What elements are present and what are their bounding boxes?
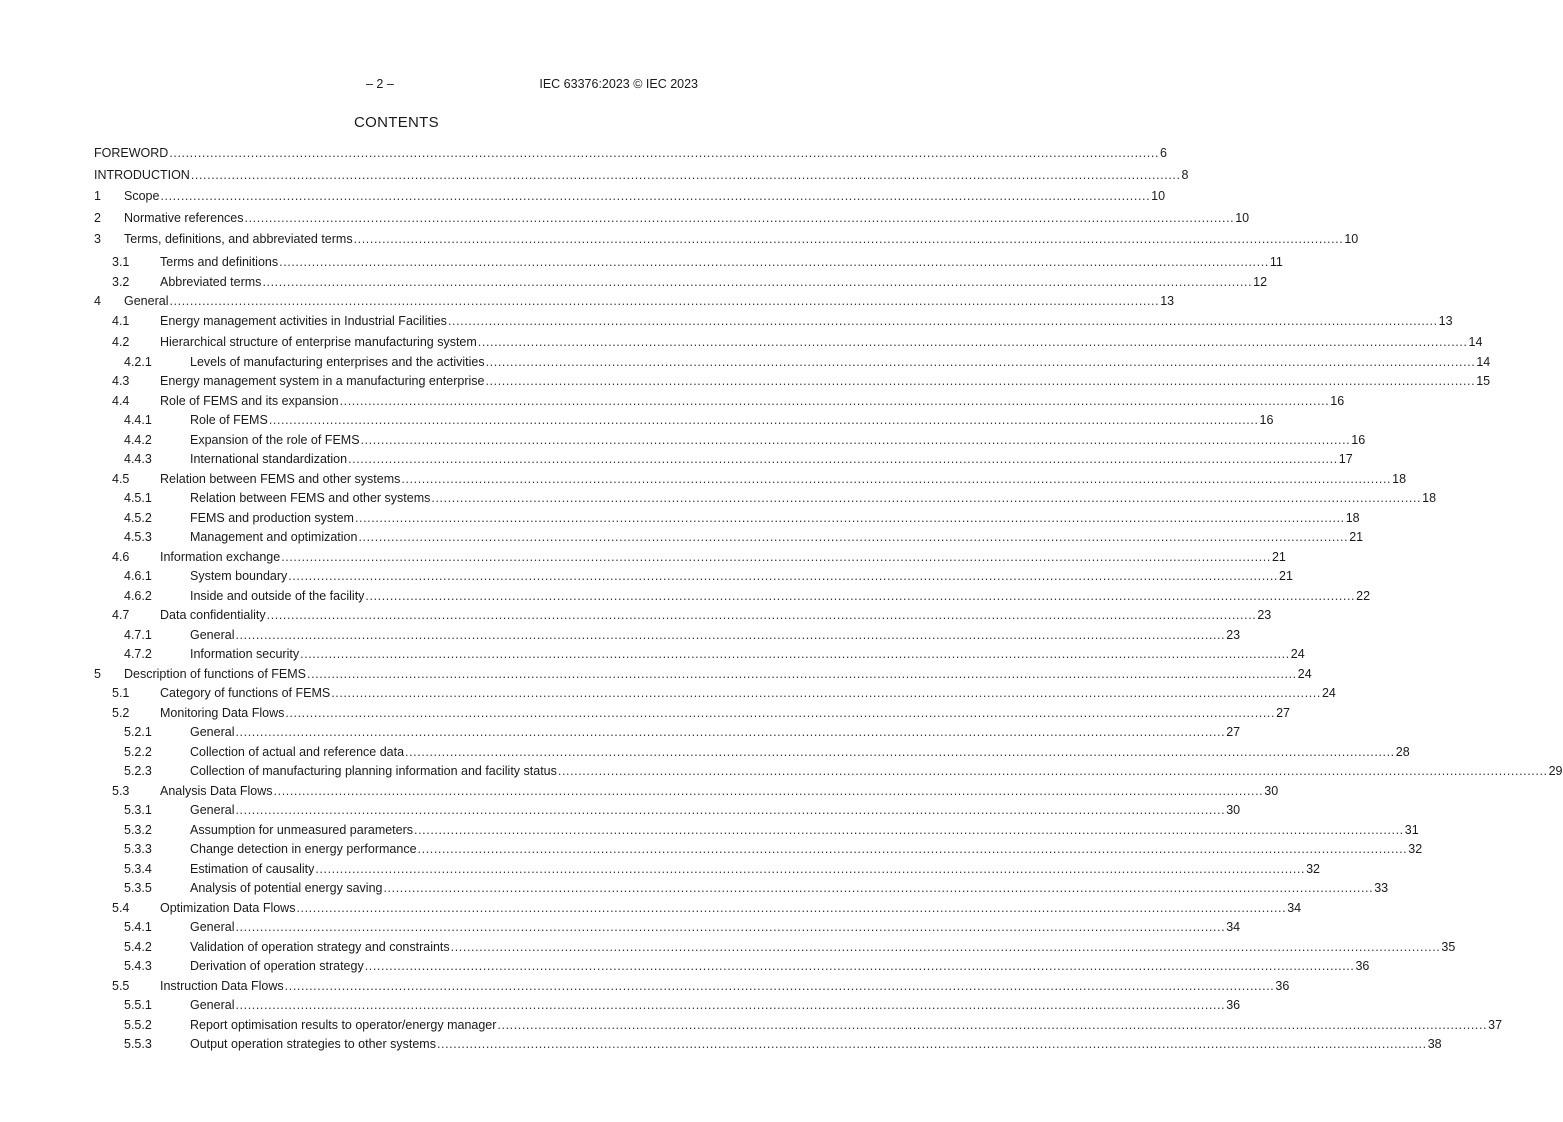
toc-entry-page: 16 [1259,413,1274,427]
dot-leader [486,354,1476,371]
toc-entry-page: 38 [1427,1037,1442,1051]
dot-leader [235,997,1225,1014]
toc-entry-page: 16 [1351,432,1366,447]
toc-entry[interactable] [94,334,1483,351]
toc-entry-page: 18 [1422,491,1437,505]
page-number: – 2 – [366,77,394,91]
dot-leader [478,334,1468,351]
toc-entry[interactable] [94,627,1241,644]
toc-entry[interactable] [94,588,1371,605]
toc-entry[interactable] [94,783,1279,800]
toc-entry[interactable] [94,997,1241,1014]
toc-entry-number: 5.3.1 [124,803,152,817]
toc-entry[interactable] [94,274,1268,291]
toc-entry-title: Scope [124,189,160,203]
dot-leader [274,783,1264,800]
toc-entry-page: 23 [1226,627,1241,642]
dot-leader [235,919,1225,936]
toc-entry[interactable] [94,744,1410,761]
toc-entry[interactable] [94,451,1353,468]
toc-entry-number: 3.1 [112,255,130,269]
toc-entry-page: 6 [1160,146,1167,160]
toc-entry-title: General [190,627,235,642]
dot-leader [288,568,1278,585]
toc-entry-title: Levels of manufacturing enterprises and the activities [190,354,485,369]
toc-entry[interactable] [94,231,1359,248]
dot-leader [285,978,1275,995]
toc-entry-title: General [190,725,235,739]
dot-leader [285,705,1275,722]
toc-entry-title: Energy management system in a manufacturing enterprise [160,374,485,388]
toc-entry[interactable] [94,490,1437,507]
toc-entry[interactable] [94,607,1272,624]
toc-entry-page: 36 [1355,959,1370,973]
toc-entry-number: 5.5.1 [124,998,152,1012]
toc-entry-number: 4.6.1 [124,569,152,583]
dot-leader [331,685,1321,702]
toc-entry-number: 4.5.1 [124,491,152,505]
document-id: IEC 63376:2023 © IEC 2023 [539,77,698,91]
dot-leader [437,1036,1427,1053]
toc-entry-title: Category of functions of FEMS [160,686,331,700]
dot-leader [315,861,1305,878]
toc-entry-title: Terms, definitions, and abbreviated terms [124,232,353,246]
toc-entry-page: 14 [1468,335,1483,349]
toc-entry[interactable] [94,529,1364,546]
toc-entry-number: 1 [94,189,101,203]
toc-entry-title: Analysis Data Flows [160,783,273,798]
toc-entry-title: Role of FEMS [190,413,268,427]
toc-entry-number: 4.4.3 [124,452,152,466]
toc-entry-page: 31 [1404,822,1419,837]
toc-entry-page: 23 [1257,608,1272,622]
toc-entry[interactable] [94,313,1453,330]
toc-entry[interactable] [94,919,1241,936]
toc-entry-number: 5.5 [112,978,130,993]
toc-entry[interactable] [94,841,1423,858]
toc-entry-page: 24 [1290,647,1305,661]
toc-entry-title: Report optimisation results to operator/energy manager [190,1017,497,1032]
dot-leader [235,627,1225,644]
toc-entry-number: 4.4 [112,393,130,408]
dot-leader [497,1017,1487,1034]
toc-entry-page: 10 [1151,189,1166,203]
toc-entry-page: 34 [1287,900,1302,915]
toc-entry-title: Output operation strategies to other systems [190,1037,436,1051]
toc-entry-number: 5.3.5 [124,881,152,895]
toc-entry[interactable] [94,939,1456,956]
toc-entry-title: Estimation of causality [190,861,315,876]
toc-entry-page: 15 [1476,374,1491,388]
toc-entry-number: 4.7.1 [124,627,152,642]
dot-leader [358,529,1348,546]
toc-entry[interactable] [94,188,1166,205]
toc-entry[interactable] [94,724,1241,741]
toc-entry-number: 4.7 [112,608,130,622]
toc-entry[interactable] [94,763,1563,780]
toc-entry-number: 4.6.2 [124,588,152,603]
toc-entry-title: Collection of actual and reference data [190,744,405,759]
toc-entry-number: 5.3.3 [124,842,152,856]
dot-leader [296,900,1286,917]
toc-entry-title: Hierarchical structure of enterprise manufacturing system [160,335,477,349]
toc-entry-title: General [190,920,235,934]
toc-entry-number: 5 [94,666,101,681]
toc-entry-page: 30 [1226,803,1241,817]
toc-entry-title: Collection of manufacturing planning information and facility status [190,764,557,778]
dot-leader [348,451,1338,468]
toc-entry-number: 4 [94,294,101,308]
toc-entry-page: 37 [1488,1017,1503,1032]
toc-entry-number: 5.3.2 [124,822,152,837]
toc-entry-number: 4.4.1 [124,413,152,427]
toc-entry-page: 29 [1548,764,1563,778]
toc-entry-page: 16 [1330,393,1345,408]
toc-entry[interactable] [94,254,1283,271]
toc-entry[interactable] [94,145,1167,162]
toc-entry-number: 4.4.2 [124,432,152,447]
toc-entry-title: Assumption for unmeasured parameters [190,822,414,837]
toc-entry-number: 5.3.4 [124,861,152,876]
dot-leader [355,510,1345,527]
dot-leader [431,490,1421,507]
toc-entry-page: 28 [1395,744,1410,759]
toc-entry[interactable] [94,900,1302,917]
dot-leader [340,393,1330,410]
toc-entry-title: General [124,294,169,308]
toc-entry-number: 3.2 [112,274,130,289]
dot-leader [448,313,1438,330]
toc-entry-page: 18 [1392,471,1407,486]
toc-entry-page: 13 [1160,294,1175,308]
toc-entry-page: 22 [1356,588,1371,603]
toc-entry-page: 27 [1276,705,1290,720]
toc-entry-title: Role of FEMS and its expansion [160,393,339,408]
dot-leader [418,841,1408,858]
toc-entry-number: 4.7.2 [124,647,152,661]
toc-entry-page: 11 [1269,255,1283,269]
toc-entry[interactable] [94,354,1491,371]
toc-entry-page: 36 [1275,978,1290,993]
toc-entry-page: 10 [1235,210,1250,225]
dot-leader [169,293,1159,310]
toc-entry-title: General [190,803,235,817]
toc-entry[interactable] [94,861,1320,878]
toc-entry-page: 27 [1226,725,1241,739]
toc-entry-page: 21 [1279,569,1293,583]
contents-title: CONTENTS [354,114,439,131]
dot-leader [262,274,1252,291]
toc-entry-page: 32 [1306,861,1320,876]
dot-leader [235,724,1225,741]
toc-entry-title: INTRODUCTION [94,167,190,182]
toc-entry-number: 5.4.2 [124,939,152,954]
dot-leader [281,549,1271,566]
toc-entry-page: 8 [1181,167,1189,182]
toc-entry-title: Validation of operation strategy and constraints [190,939,450,954]
dot-leader [160,188,1150,205]
dot-leader [361,432,1351,449]
toc-entry-number: 5.2.2 [124,744,152,759]
toc-entry-number: 5.5.2 [124,1017,152,1032]
toc-entry-title: Monitoring Data Flows [160,705,285,720]
toc-entry-number: 5.5.3 [124,1037,152,1051]
toc-entry-number: 4.3 [112,374,130,388]
toc-entry-title: FEMS and production system [190,510,354,525]
toc-entry[interactable] [94,646,1305,663]
toc-entry-page: 32 [1408,842,1423,856]
toc-entry-page: 21 [1349,530,1364,544]
toc-entry-page: 10 [1344,232,1359,246]
toc-entry-title: Instruction Data Flows [160,978,284,993]
dot-leader [245,210,1235,227]
toc-entry[interactable] [94,432,1366,449]
toc-entry[interactable] [94,373,1491,390]
dot-leader [485,373,1475,390]
toc-entry-title: Analysis of potential energy saving [190,881,383,895]
toc-entry-number: 5.3 [112,783,130,798]
toc-entry-number: 5.2.1 [124,725,152,739]
toc-entry-title: Abbreviated terms [160,274,262,289]
toc-entry[interactable] [94,666,1312,683]
toc-entry[interactable] [94,471,1407,488]
toc-entry[interactable] [94,393,1345,410]
toc-entry-title: General [190,998,235,1012]
toc-entry-page: 30 [1264,783,1279,798]
dot-leader [365,958,1355,975]
toc-entry-title: System boundary [190,569,288,583]
toc-entry-title: International standardization [190,452,348,466]
toc-entry-page: 14 [1476,354,1491,369]
toc-entry-title: Relation between FEMS and other systems [160,471,401,486]
toc-entry-title: Energy management activities in Industrial Facilities [160,313,447,328]
toc-entry-title: Expansion of the role of FEMS [190,432,360,447]
toc-entry[interactable] [94,958,1370,975]
toc-entry-title: Derivation of operation strategy [190,959,364,973]
dot-leader [267,607,1257,624]
toc-entry[interactable] [94,167,1189,184]
toc-entry-title: FOREWORD [94,146,169,160]
toc-entry-number: 5.4.3 [124,959,152,973]
toc-entry-page: 13 [1438,313,1453,328]
toc-entry-title: Information exchange [160,549,281,564]
toc-entry-number: 5.2 [112,705,130,720]
toc-entry-page: 24 [1297,666,1312,681]
toc-entry-page: 18 [1345,510,1360,525]
toc-entry[interactable] [94,293,1175,310]
toc-entry-page: 21 [1271,549,1286,564]
dot-leader [235,802,1225,819]
toc-entry[interactable] [94,510,1360,527]
toc-entry-page: 17 [1338,452,1353,466]
toc-entry-number: 2 [94,210,101,225]
dot-leader [401,471,1391,488]
toc-entry-title: Optimization Data Flows [160,900,296,915]
toc-entry[interactable] [94,549,1286,566]
dot-leader [558,763,1548,780]
toc-entry-number: 4.1 [112,313,130,328]
dot-leader [451,939,1441,956]
toc-entry-number: 5.4.1 [124,920,152,934]
dot-leader [307,666,1297,683]
toc-entry[interactable] [94,822,1419,839]
dot-leader [383,880,1373,897]
toc-entry-number: 5.2.3 [124,764,152,778]
toc-entry-title: Change detection in energy performance [190,842,417,856]
toc-entry-title: Terms and definitions [160,255,279,269]
toc-entry-title: Management and optimization [190,530,358,544]
toc-entry-title: Description of functions of FEMS [124,666,307,681]
toc-entry-page: 34 [1226,920,1241,934]
toc-entry-page: 24 [1321,686,1336,700]
page-header [0,77,793,93]
dot-leader [191,167,1181,184]
toc-entry-number: 4.2 [112,335,130,349]
toc-entry[interactable] [94,802,1241,819]
toc-entry[interactable] [94,1017,1503,1034]
dot-leader [414,822,1404,839]
toc-entry-title: Data confidentiality [160,608,266,622]
dot-leader [365,588,1355,605]
dot-leader [354,231,1344,248]
toc-entry[interactable] [94,685,1336,702]
dot-leader [269,412,1259,429]
toc-entry[interactable] [94,705,1290,722]
toc-entry-page: 36 [1226,998,1241,1012]
toc-entry[interactable] [94,568,1293,585]
toc-entry[interactable] [94,412,1274,429]
toc-entry[interactable] [94,1036,1442,1053]
toc-entry[interactable] [94,210,1250,227]
toc-entry-page: 33 [1374,881,1389,895]
dot-leader [279,254,1269,271]
toc-entry[interactable] [94,880,1389,897]
dot-leader [405,744,1395,761]
toc-entry-title: Information security [190,647,300,661]
toc-entry-page: 12 [1253,274,1268,289]
toc-entry-title: Normative references [124,210,244,225]
toc-entry-number: 4.6 [112,549,130,564]
toc-entry[interactable] [94,978,1290,995]
dot-leader [169,145,1159,162]
toc-entry-number: 4.5 [112,471,130,486]
toc-entry-title: Relation between FEMS and other systems [190,491,431,505]
toc-entry-title: Inside and outside of the facility [190,588,365,603]
toc-entry-number: 3 [94,232,101,246]
toc-entry-number: 5.4 [112,900,130,915]
toc-entry-number: 5.1 [112,686,130,700]
dot-leader [300,646,1290,663]
toc-entry-page: 35 [1441,939,1456,954]
toc-entry-number: 4.5.3 [124,530,152,544]
toc-entry-number: 4.5.2 [124,510,152,525]
toc-entry-number: 4.2.1 [124,354,152,369]
